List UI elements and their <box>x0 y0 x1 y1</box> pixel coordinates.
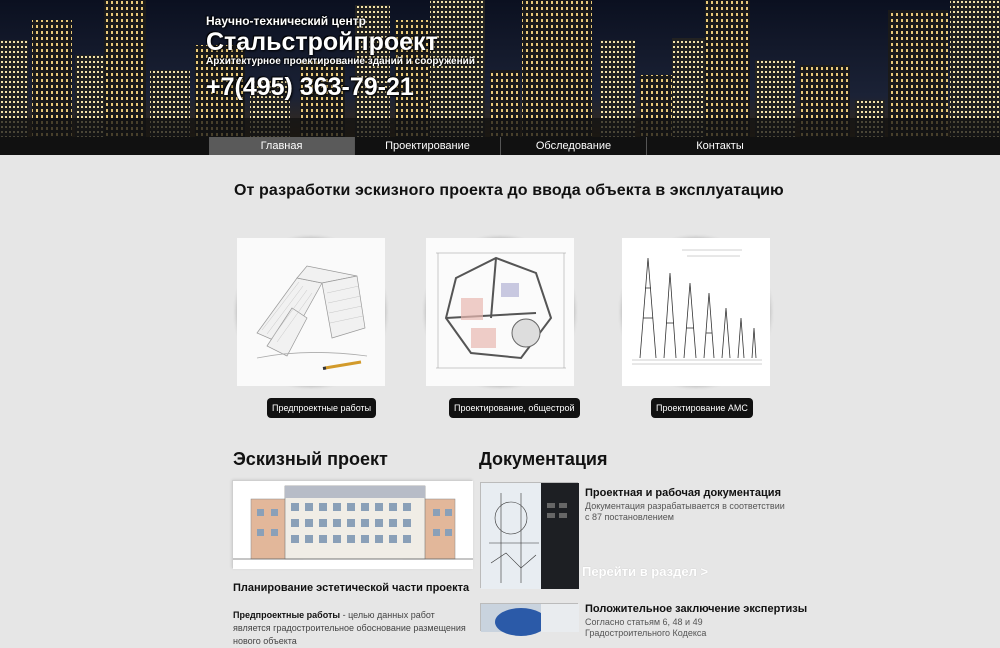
tower-drawings-icon <box>622 238 770 386</box>
company-tagline: Архитектурное проектирование зданий и сооружений <box>206 56 475 67</box>
sketch-section-title: Эскизный проект <box>233 449 388 469</box>
header-banner <box>0 0 1000 137</box>
service-button-predesign[interactable]: Предпроектные работы <box>267 398 376 418</box>
docs-item-desc-expertise: Согласно статьям 6, 48 и 49 Градостроительного Кодекса <box>585 617 707 638</box>
building-facade-icon <box>233 481 473 569</box>
blueprint-icon <box>481 483 579 589</box>
sketch-description-bold: Предпроектные работы <box>233 610 341 620</box>
sketch-description-text: - целью данных работ является градостроительное обоснование размещения нового объекта <box>233 610 466 646</box>
city-skyline-image <box>0 0 1000 137</box>
company-brand[interactable] <box>206 14 475 103</box>
docs-section-link[interactable]: Перейти в раздел > <box>582 564 709 579</box>
sketch-subtitle: Планирование эстетической части проекта <box>233 582 470 594</box>
docs-item-title-expertise[interactable]: Положительное заключение экспертизы <box>585 603 808 615</box>
docs-image-expertise[interactable] <box>480 603 578 631</box>
floor-plan-icon <box>426 238 574 386</box>
expertise-photo-icon <box>481 604 579 632</box>
docs-image-project[interactable] <box>480 482 578 588</box>
service-image-ams[interactable] <box>622 238 770 386</box>
company-name: Стальстройпроект <box>206 28 438 56</box>
sketch-building-image[interactable] <box>232 480 472 568</box>
nav-item-home[interactable]: Главная <box>209 137 355 155</box>
nav-item-design[interactable]: Проектирование <box>355 137 501 155</box>
sketch-description <box>233 609 473 648</box>
docs-item-title-project[interactable]: Проектная и рабочая документация <box>585 487 781 499</box>
page-headline: От разработки эскизного проекта до ввода объекта в эксплуатацию <box>234 182 784 199</box>
nav-item-inspection[interactable]: Обследование <box>501 137 647 155</box>
service-image-predesign[interactable] <box>237 238 385 386</box>
docs-section-title: Документация <box>479 449 608 469</box>
company-subtitle: Научно-технический центр <box>206 14 367 28</box>
service-button-construction[interactable]: Проектирование, общестрой <box>449 398 580 418</box>
building-sketch-icon <box>237 238 385 386</box>
service-button-ams[interactable]: Проектирование АМС <box>651 398 753 418</box>
phone-number[interactable]: +7(495) 363-79-21 <box>206 73 414 101</box>
service-image-construction[interactable] <box>426 238 574 386</box>
docs-item-desc-project: Документация разрабатывается в соответствии с 87 постановлением <box>585 501 785 522</box>
main-navigation <box>0 137 1000 155</box>
nav-item-contacts[interactable]: Контакты <box>696 140 744 152</box>
